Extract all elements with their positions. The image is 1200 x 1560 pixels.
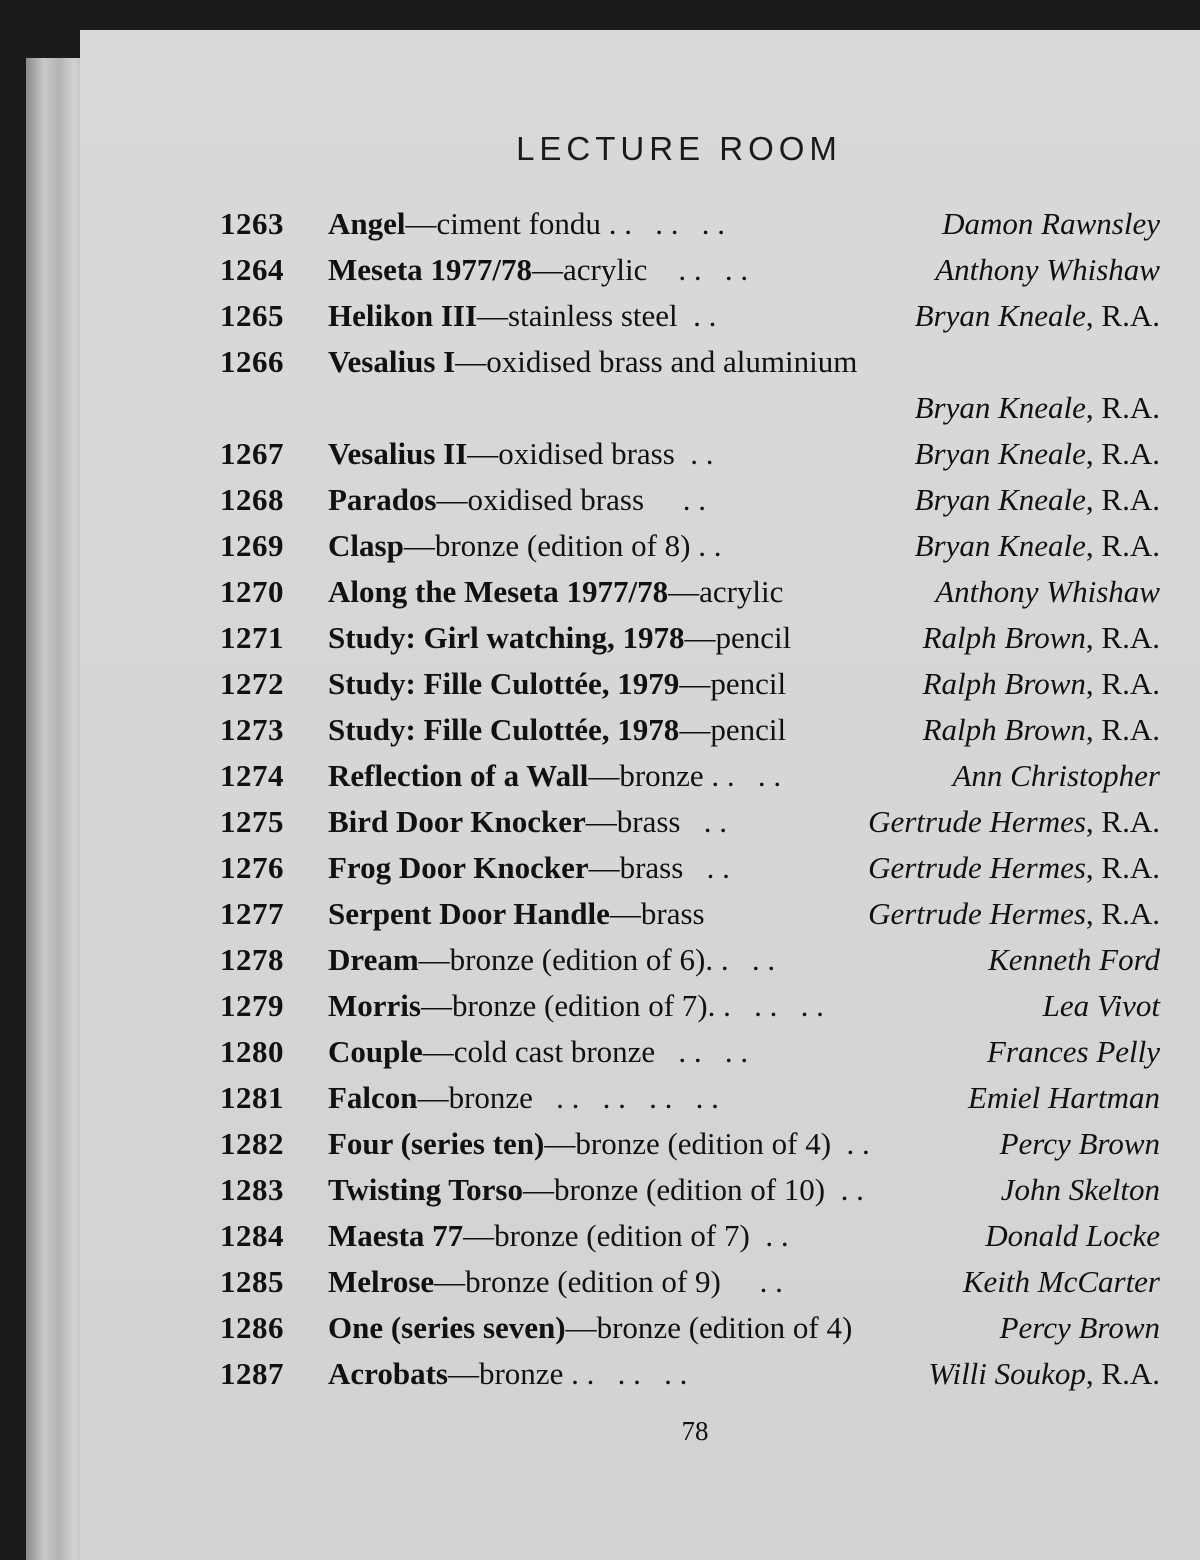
entry-title: Reflection of a Wall [328,758,589,793]
catalogue-entry [80,938,1160,982]
entry-title-medium: Vesalius II—oxidised brass . . [328,436,714,471]
entry-title-medium: Angel—ciment fondu . . . . . . [328,206,725,241]
entry-title-medium: One (series seven)—bronze (edition of 4) [328,1310,853,1345]
entry-medium: bronze (edition of 10) [553,1172,826,1207]
entry-artist [923,708,1160,752]
dot-leader: . . [825,1172,864,1207]
entry-title: Study: Girl watching, 1978 [328,620,685,655]
artist-honour: , R.A. [1085,620,1160,655]
artist-name: John Skelton [1000,1172,1160,1207]
artist-name: Frances Pelly [986,1034,1160,1069]
entry-artist [923,616,1160,660]
entry-title: Vesalius I [328,344,456,379]
artist-name: Ann Christopher [952,758,1160,793]
entry-number: 1287 [220,1356,284,1391]
entry-number: 1280 [220,1034,284,1069]
entry-title: One (series seven) [328,1310,566,1345]
entry-medium: bronze (edition of 8) [434,528,691,563]
catalogue-entry [80,616,1160,660]
entry-title-medium: Clasp—bronze (edition of 8) . . [328,528,722,563]
entry-title-medium: Reflection of a Wall—bronze . . . . [328,758,782,793]
catalogue-entry [80,340,1160,384]
catalogue-page [80,30,1200,1560]
artist-name: Kenneth Ford [988,942,1160,977]
artist-name: Ralph Brown [922,712,1086,747]
entry-title-medium: Acrobats—bronze . . . . . . [328,1356,688,1391]
entry-title: Bird Door Knocker [328,804,586,839]
entry-number: 1263 [220,206,284,241]
catalogue-entry [80,1306,1160,1350]
catalogue-entry [80,524,1160,568]
entry-medium: pencil [715,620,792,655]
artist-name: Donald Locke [985,1218,1160,1253]
entry-title-medium: Vesalius I—oxidised brass and aluminium [328,344,858,379]
artist-name: Anthony Whishaw [935,252,1160,287]
catalogue-entry [80,1260,1160,1304]
entry-title-medium: Falcon—bronze . . . . . . . . [328,1080,719,1115]
entry-number: 1269 [220,528,284,563]
entry-number: 1274 [220,758,284,793]
entry-artist [1001,1168,1160,1212]
entry-title: Couple [328,1034,423,1069]
dot-leader: . . [831,1126,870,1161]
entry-title-medium: Couple—cold cast bronze . . . . [328,1034,749,1069]
catalogue-entry [80,1214,1160,1258]
entry-artist [985,1214,1160,1258]
entry-title-medium: Twisting Torso—bronze (edition of 10) . . [328,1172,864,1207]
entry-number: 1282 [220,1126,284,1161]
entry-title: Clasp [328,528,404,563]
dot-leader: . . . . [705,942,776,977]
artist-name: Percy Brown [999,1310,1160,1345]
artist-name: Gertrude Hermes [868,850,1086,885]
entry-medium: bronze (edition of 6) [449,942,706,977]
entry-title: Acrobats [328,1356,448,1391]
entry-medium: oxidised brass [467,482,645,517]
artist-name: Bryan Kneale [914,298,1086,333]
entry-number: 1264 [220,252,284,287]
catalogue-entry [80,478,1160,522]
entry-medium: bronze (edition of 9) [465,1264,721,1299]
catalogue-entry [80,708,1160,752]
artist-name: Bryan Kneale [914,436,1086,471]
dot-leader: . . . . . . [600,206,725,241]
artist-name: Gertrude Hermes [868,804,1086,839]
artist-name: Gertrude Hermes [868,896,1086,931]
page-number: 78 [681,1416,709,1446]
entry-number: 1285 [220,1264,284,1299]
entry-medium: bronze (edition of 4) [575,1126,832,1161]
entry-artist [1000,1306,1160,1350]
entry-artist [868,892,1160,936]
dot-leader: . . [677,298,717,333]
dot-leader: . . [680,804,727,839]
entry-number: 1275 [220,804,284,839]
entry-title-medium: Parados—oxidised brass . . [328,482,707,517]
entry-medium: bronze (edition of 7) [451,988,708,1023]
entry-title: Serpent Door Handle [328,896,610,931]
entry-artist [915,294,1160,338]
catalogue-entry [80,1122,1160,1166]
dot-leader: . . . . . . [563,1356,688,1391]
entry-title: Helikon III [328,298,478,333]
book-page-edge [26,58,86,1560]
dot-leader: . . [749,1218,789,1253]
entry-title: Angel [328,206,406,241]
entry-number: 1276 [220,850,284,885]
catalogue-entry-continuation [80,386,1160,430]
entry-artist [915,386,1160,430]
entry-title: Dream [328,942,419,977]
catalogue-entry [80,1076,1160,1120]
entry-title-medium: Bird Door Knocker—brass . . [328,804,727,839]
dot-leader: . . [683,850,730,885]
entry-number: 1271 [220,620,284,655]
catalogue-entry [80,202,1160,246]
entry-number: 1266 [220,344,284,379]
artist-honour: , R.A. [1085,1356,1160,1391]
artist-name: Lea Vivot [1042,988,1160,1023]
entry-title: Maesta 77 [328,1218,464,1253]
entry-medium: brass [619,850,684,885]
catalogue-entry [80,662,1160,706]
entry-title-medium: Four (series ten)—bronze (edition of 4) . . [328,1126,870,1161]
entry-title-medium: Study: Fille Culottée, 1978—pencil [328,712,787,747]
artist-name: Bryan Kneale [914,390,1086,425]
entry-title-medium: Morris—bronze (edition of 7). . . . . . [328,988,824,1023]
entry-artist [923,662,1160,706]
entry-title-medium: Meseta 1977/78—acrylic . . . . [328,252,749,287]
entry-title: Four (series ten) [328,1126,545,1161]
artist-honour: , R.A. [1085,298,1160,333]
entry-medium: ciment fondu [436,206,601,241]
entry-title: Morris [328,988,421,1023]
entry-artist [968,1076,1160,1120]
artist-name: Ralph Brown [922,620,1086,655]
entry-number: 1273 [220,712,284,747]
entry-medium: stainless steel [508,298,678,333]
artist-name: Damon Rawnsley [942,206,1160,241]
catalogue-entry [80,432,1160,476]
artist-name: Anthony Whishaw [935,574,1160,609]
entry-title: Frog Door Knocker [328,850,589,885]
entry-medium: pencil [710,666,787,701]
artist-honour: , R.A. [1085,850,1160,885]
entry-medium: bronze [619,758,704,793]
entry-title: Twisting Torso [328,1172,523,1207]
artist-name: Keith McCarter [962,1264,1160,1299]
catalogue-entries [80,30,1200,1560]
dot-leader: . . [690,528,722,563]
dot-leader: . . [644,482,707,517]
artist-name: Emiel Hartman [967,1080,1160,1115]
artist-name: Bryan Kneale [914,482,1086,517]
entry-medium: acrylic [563,252,648,287]
entry-artist [942,202,1160,246]
entry-number: 1272 [220,666,284,701]
entry-title-medium: Dream—bronze (edition of 6). . . . [328,942,776,977]
entry-artist [868,846,1160,890]
entry-title: Vesalius II [328,436,468,471]
entry-artist [988,938,1160,982]
entry-number: 1270 [220,574,284,609]
catalogue-entry [80,248,1160,292]
entry-number: 1268 [220,482,284,517]
entry-artist [915,478,1160,522]
entry-number: 1286 [220,1310,284,1345]
catalogue-entry [80,1168,1160,1212]
catalogue-entry [80,570,1160,614]
entry-title-medium: Maesta 77—bronze (edition of 7) . . [328,1218,789,1253]
entry-medium: brass [640,896,705,931]
entry-title: Falcon [328,1080,418,1115]
dot-leader: . . . . . . . . [532,1080,719,1115]
artist-honour: , R.A. [1085,712,1160,747]
entry-medium: pencil [710,712,787,747]
section-heading: LECTURE ROOM [516,130,842,167]
dot-leader: . . . . [655,1034,749,1069]
entry-number: 1279 [220,988,284,1023]
entry-title-medium: Frog Door Knocker—brass . . [328,850,730,885]
catalogue-entry [80,1352,1160,1396]
entry-artist [868,800,1160,844]
entry-number: 1278 [220,942,284,977]
catalogue-entry [80,1030,1160,1074]
entry-number: 1283 [220,1172,284,1207]
artist-honour: , R.A. [1085,666,1160,701]
entry-title-medium: Along the Meseta 1977/78—acrylic [328,574,784,609]
catalogue-entry [80,892,1160,936]
catalogue-entry [80,800,1160,844]
entry-title: Along the Meseta 1977/78 [328,574,669,609]
catalogue-entry [80,984,1160,1028]
artist-honour: , R.A. [1085,482,1160,517]
entry-number: 1281 [220,1080,284,1115]
entry-medium: oxidised brass and aluminium [486,344,858,379]
entry-number: 1277 [220,896,284,931]
dot-leader: . . . . . . [707,988,824,1023]
entry-artist [915,524,1160,568]
entry-title-medium: Helikon III—stainless steel . . [328,298,717,333]
entry-artist [952,754,1160,798]
entry-title: Melrose [328,1264,435,1299]
entry-title: Parados [328,482,437,517]
entry-artist [1000,1122,1160,1166]
entry-medium: bronze [478,1356,564,1391]
entry-artist [915,432,1160,476]
catalogue-entry [80,846,1160,890]
entry-artist [987,1030,1160,1074]
entry-medium: brass [616,804,681,839]
artist-honour: , R.A. [1085,390,1160,425]
entry-title-medium: Melrose—bronze (edition of 9) . . [328,1264,783,1299]
entry-artist [935,570,1160,614]
dot-leader: . . [674,436,714,471]
artist-honour: , R.A. [1085,804,1160,839]
artist-name: Willi Soukop [928,1356,1086,1391]
entry-title: Study: Fille Culottée, 1979 [328,666,680,701]
artist-name: Percy Brown [999,1126,1160,1161]
artist-honour: , R.A. [1085,896,1160,931]
entry-artist [963,1260,1160,1304]
entry-medium: oxidised brass [498,436,675,471]
artist-name: Ralph Brown [922,666,1086,701]
entry-title: Study: Fille Culottée, 1978 [328,712,680,747]
entry-medium: bronze [448,1080,533,1115]
entry-artist [935,248,1160,292]
entry-medium: bronze (edition of 4) [596,1310,853,1345]
entry-number: 1267 [220,436,284,471]
catalogue-entry [80,754,1160,798]
artist-honour: , R.A. [1085,528,1160,563]
artist-honour: , R.A. [1085,436,1160,471]
entry-number: 1284 [220,1218,284,1253]
entry-number: 1265 [220,298,284,333]
entry-artist [928,1352,1160,1396]
entry-medium: cold cast bronze [453,1034,656,1069]
dot-leader: . . . . [647,252,749,287]
entry-title-medium: Serpent Door Handle—brass [328,896,705,931]
entry-title-medium: Study: Girl watching, 1978—pencil [328,620,792,655]
dot-leader: . . [720,1264,783,1299]
entry-title-medium: Study: Fille Culottée, 1979—pencil [328,666,787,701]
entry-medium: bronze (edition of 7) [494,1218,750,1253]
catalogue-entry [80,294,1160,338]
dot-leader: . . . . [703,758,782,793]
entry-artist [1043,984,1160,1028]
artist-name: Bryan Kneale [914,528,1086,563]
entry-title: Meseta 1977/78 [328,252,533,287]
entry-medium: acrylic [699,574,784,609]
